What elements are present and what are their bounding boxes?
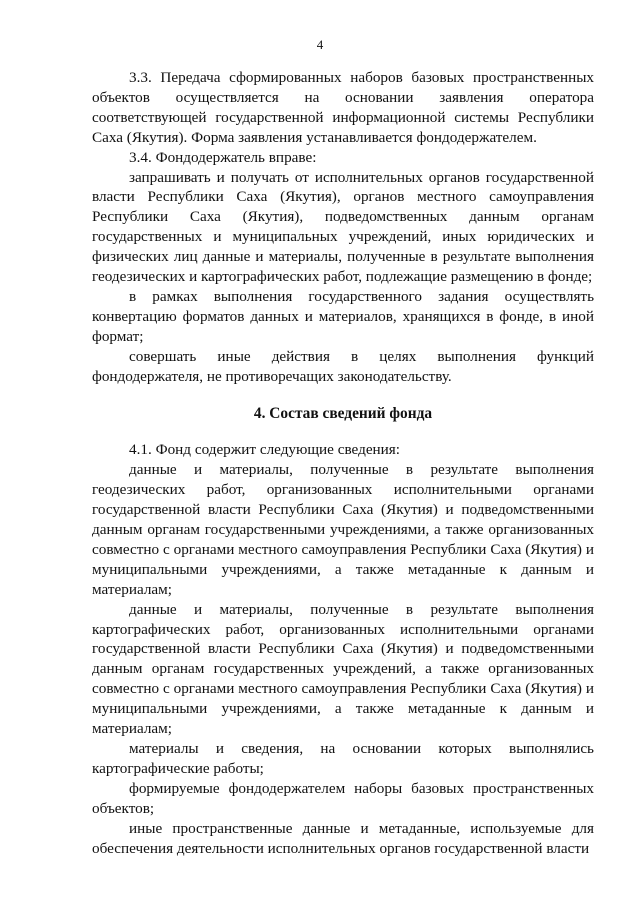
fund-item-source-materials: материалы и сведения, на основании которых выполнялись картографические работы; bbox=[92, 740, 594, 777]
right-item-other-actions: совершать иные действия в целях выполнения функций фондодержателя, не противоречащих законодательству. bbox=[92, 347, 594, 385]
fund-item-geodetic-data: данные и материалы, полученные в результате выполнения геодезических работ, организованных исполнительными органами государственной власти Республики Саха (Якутия) и подведомственными данным органам государственными учреждениями, а также организованных совместно с органами местного самоуправления Республики Саха (Якутия) и муниципальными учреждениями, а также метаданные к данным и материалам; bbox=[92, 461, 594, 598]
fund-item-spatial-object-sets: формируемые фондодержателем наборы базовых пространственных объектов; bbox=[92, 779, 594, 817]
fund-item-other-spatial-data: иные пространственные данные и метаданные, используемые для обеспечения деятельности исполнительных органов государственной власти bbox=[92, 819, 594, 857]
document-body bbox=[92, 68, 594, 858]
paragraph-3-3: 3.3. Передача сформированных наборов базовых пространственных объектов осуществляется на основании заявления оператора соответствующей государственной информационной системы Республики Саха (Якутия). Форма заявления устанавливается фондодержателем. bbox=[92, 69, 594, 146]
section-4-heading: 4. Состав сведений фонда bbox=[253, 404, 433, 422]
right-item-request-data: запрашивать и получать от исполнительных органов государственной власти Республики Саха (Якутия), органов местного самоуправления Республики Саха (Якутия), подведомственных данным органам государственных и муниципальных учреждений, иных юридических и физических лиц данные и материалы, полученные в результате выполнения геодезических и картографических работ, подлежащие размещению в фонде; bbox=[92, 168, 594, 286]
paragraph-4-1: 4.1. Фонд содержит следующие сведения: bbox=[129, 441, 401, 459]
fund-item-cartographic-data: данные и материалы, полученные в результате выполнения картографических работ, организованных исполнительными органами государственной власти Республики Саха (Якутия) и подведомственными данным органам государственных учреждений, а также организованных совместно с органами местного самоуправления Республики Саха (Якутия) и муниципальными учреждениями, а также метаданные к данным и материалам; bbox=[92, 600, 594, 738]
paragraph-3-4: 3.4. Фондодержатель вправе: bbox=[129, 148, 317, 166]
page-number: 4 bbox=[316, 37, 324, 52]
right-item-convert-formats: в рамках выполнения государственного задания осуществлять конвертацию форматов данных и материалов, хранящихся в фонде, в иной формат; bbox=[92, 287, 594, 345]
